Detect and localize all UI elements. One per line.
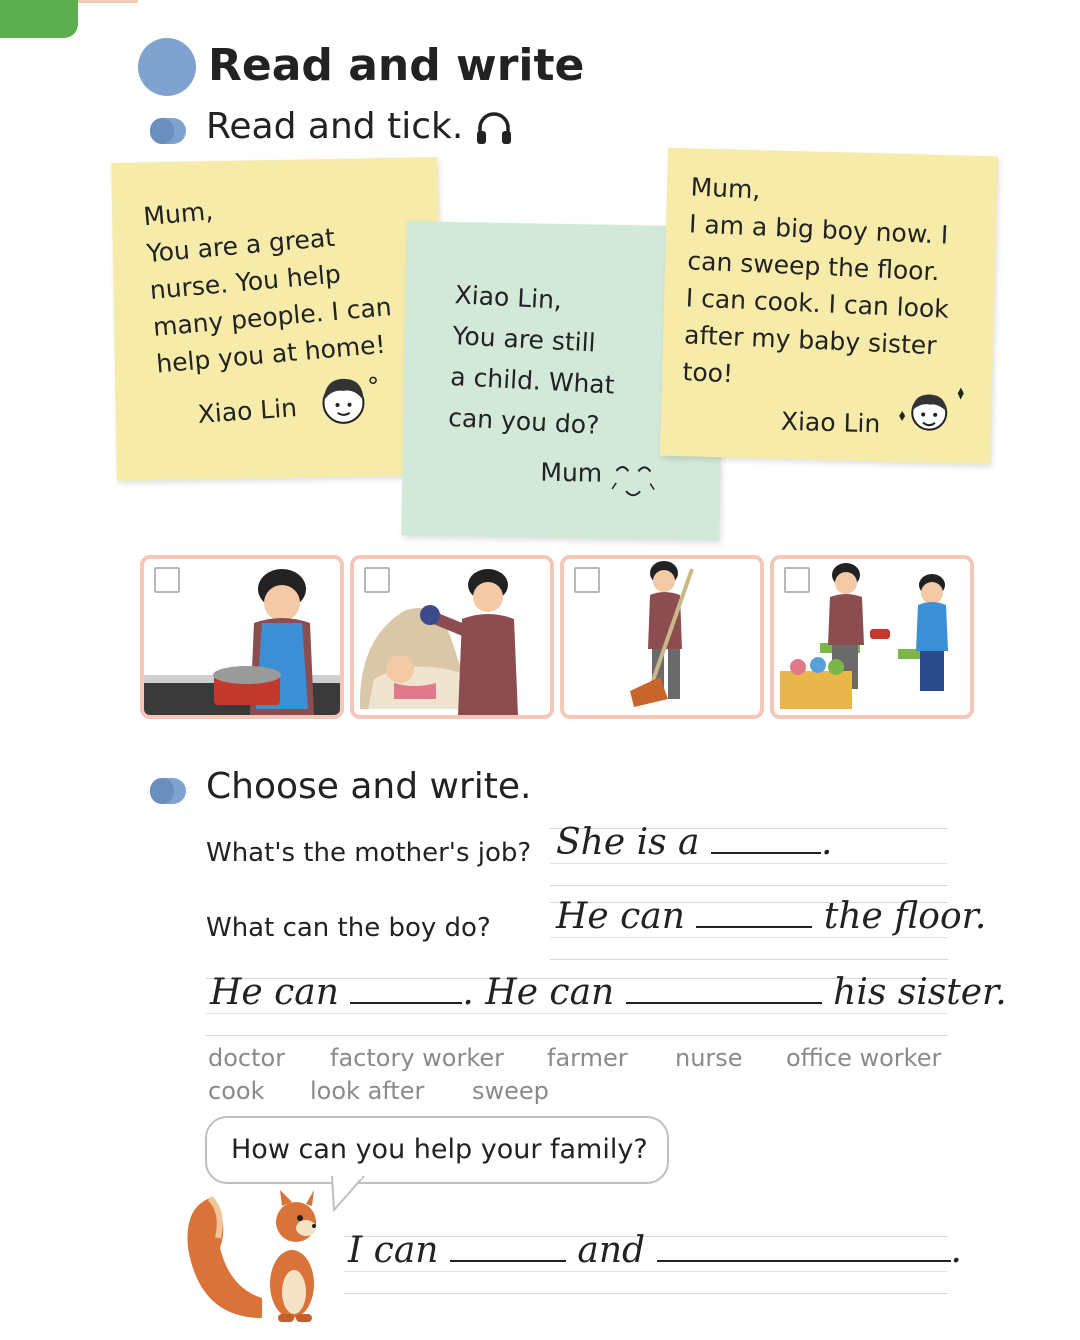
- answer-1-end: .: [820, 822, 833, 863]
- top-divider: [78, 0, 138, 3]
- note-middle-body: Xiao Lin, You are still a child. What can you do?: [447, 280, 616, 440]
- boy-baby-illustration: [354, 559, 550, 715]
- answer-line-2[interactable]: [556, 896, 986, 937]
- answer-line-1[interactable]: [556, 822, 832, 863]
- speech-bubble: [205, 1116, 669, 1184]
- answer-4-end: .: [950, 1230, 962, 1271]
- boys-toys-illustration: [774, 559, 970, 715]
- answer-line-4[interactable]: [348, 1230, 962, 1271]
- answer-4-mid: and: [577, 1230, 646, 1271]
- word-look-after: look after: [310, 1077, 425, 1105]
- answer-3-part1: He can: [210, 972, 339, 1013]
- note-left-body: Mum, You are a great nurse. You help many people. I can help you at home!: [142, 196, 393, 379]
- bullet-icon-2: [150, 778, 186, 804]
- headphones-icon[interactable]: [474, 108, 514, 148]
- answer-3-part2: . He can: [462, 972, 615, 1013]
- answer-2-start: He can: [556, 896, 685, 937]
- girl-doodle-icon: [311, 370, 382, 431]
- smile-doodle-icon: [608, 459, 659, 504]
- word-sweep: sweep: [472, 1077, 549, 1105]
- answer-3-blank-2[interactable]: [626, 1002, 822, 1004]
- answer-4-blank-1[interactable]: [450, 1260, 566, 1262]
- boy-cooking-illustration: [144, 559, 340, 715]
- answer-2-end: the floor.: [823, 896, 987, 937]
- picture-sweeping: [560, 555, 764, 719]
- activity-choose-and-write: Choose and write.: [206, 766, 532, 807]
- picture-sharing-toys: [770, 555, 974, 719]
- boy-doodle-icon: [892, 382, 974, 444]
- activity-read-and-tick: Read and tick.: [206, 106, 464, 147]
- answer-line-3[interactable]: [210, 972, 1007, 1013]
- word-office-worker: office worker: [786, 1044, 942, 1072]
- page-corner-tab: [0, 0, 78, 38]
- section-dot-icon: [138, 38, 196, 96]
- section-title: Read and write: [208, 40, 585, 91]
- boy-sweeping-illustration: [564, 559, 760, 715]
- answer-4-start: I can: [348, 1230, 439, 1271]
- question-mother-job: What's the mother's job?: [206, 838, 532, 868]
- answer-1-blank[interactable]: [711, 852, 821, 854]
- bullet-icon: [150, 118, 186, 144]
- picture-looking-after-baby: [350, 555, 554, 719]
- answer-4-blank-2[interactable]: [657, 1260, 951, 1262]
- picture-cooking: [140, 555, 344, 719]
- answer-3-blank-1[interactable]: [350, 1002, 462, 1004]
- squirrel-icon: [180, 1188, 340, 1328]
- note-right-body: Mum, I am a big boy now. I can sweep the floor. I can cook. I can look after my baby sister too!: [682, 172, 950, 389]
- note-left-signature: Xiao Lin: [196, 393, 298, 429]
- note-left: [111, 157, 443, 481]
- answer-1-start: She is a: [556, 822, 700, 863]
- note-right-signature: Xiao Lin: [780, 406, 881, 439]
- note-middle-signature: Mum: [540, 457, 603, 488]
- answer-2-blank[interactable]: [696, 926, 812, 928]
- word-doctor: doctor: [208, 1044, 286, 1072]
- answer-3-part3: his sister.: [833, 972, 1007, 1013]
- word-cook: cook: [208, 1077, 265, 1105]
- note-right: [660, 148, 998, 465]
- word-farmer: farmer: [547, 1044, 628, 1072]
- bubble-question: How can you help your family?: [231, 1134, 648, 1165]
- word-factory-worker: factory worker: [330, 1044, 504, 1072]
- word-nurse: nurse: [675, 1044, 743, 1072]
- question-boy-can: What can the boy do?: [206, 913, 491, 943]
